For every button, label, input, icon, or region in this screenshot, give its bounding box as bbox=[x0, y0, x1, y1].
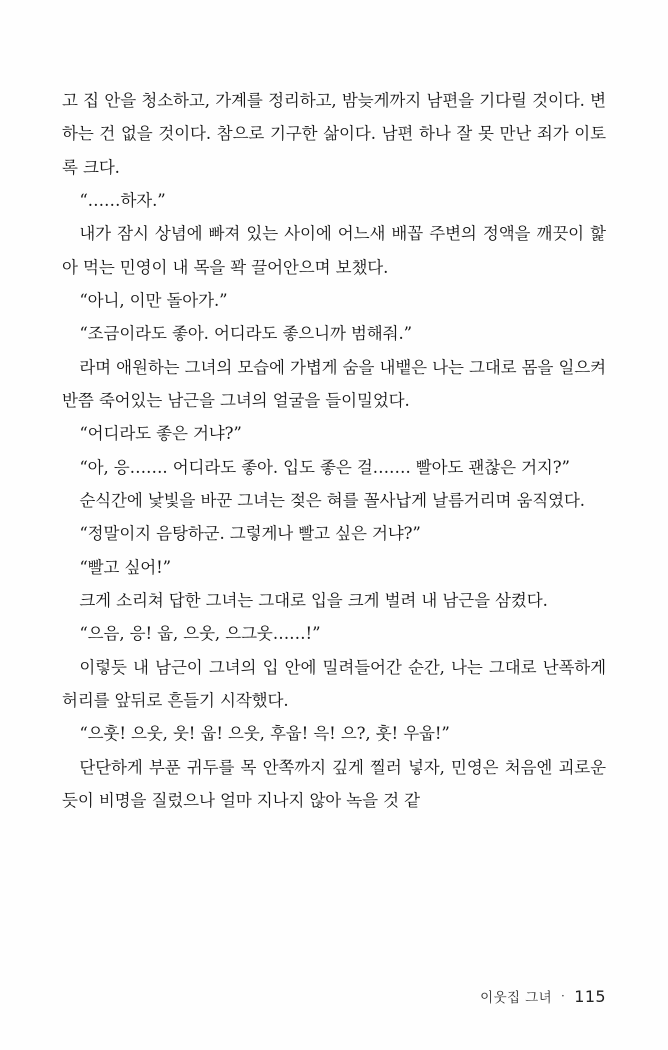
dialogue-line: “아, 응……. 어디라도 좋아. 입도 좋은 걸……. 빨아도 괜찮은 거지?” bbox=[79, 457, 570, 477]
page-footer bbox=[0, 986, 606, 1006]
dialogue-line: “아니, 이만 돌아가.” bbox=[79, 290, 228, 310]
dialogue-line: “조금이라도 좋아. 어디라도 좋으니까 범해줘.” bbox=[79, 324, 412, 344]
dialogue-line: “정말이지 음탕하군. 그렇게나 빨고 싶은 거냐?” bbox=[79, 524, 421, 544]
paragraph: 크게 소리쳐 답한 그녀는 그대로 입을 크게 벌려 내 남근을 삼켰다. bbox=[79, 590, 548, 610]
page-number: 115 bbox=[574, 987, 606, 1006]
chapter-title: 이웃집 그녀 bbox=[480, 990, 553, 1006]
dialogue-line: “……하자.” bbox=[79, 190, 166, 210]
dialogue-line: “으음, 응! 웁, 으웃, 으그웃……!” bbox=[79, 624, 321, 644]
dialogue-line: “어디라도 좋은 거냐?” bbox=[79, 424, 242, 444]
paragraph: 순식간에 낯빛을 바꾼 그녀는 젖은 혀를 꼴사납게 날름거리며 움직였다. bbox=[79, 490, 585, 510]
paragraph: 내가 잠시 상념에 빠져 있는 사이에 어느새 배꼽 주변의 정액을 깨끗이 핥아 먹는 민영이 내 목을 꽉 끌어안으며 보챘다. bbox=[62, 224, 606, 277]
paragraph: 고 집 안을 청소하고, 가계를 정리하고, 밤늦게까지 남편을 기다릴 것이다. 변하는 건 없을 것이다. 참으로 기구한 삶이다. 남편 하나 잘 못 만난 죄가 이토록 크다. bbox=[62, 91, 606, 177]
dialogue-line: “으훗! 으웃, 웃! 웁! 으웃, 후웁! 윽! 으?, 훗! 우웁!” bbox=[79, 724, 450, 744]
dialogue-line: “빨고 싶어!” bbox=[79, 557, 172, 577]
paragraph: 이렇듯 내 남근이 그녀의 입 안에 밀려들어간 순간, 나는 그대로 난폭하게 허리를 앞뒤로 흔들기 시작했다. bbox=[62, 657, 606, 710]
footer-separator: · bbox=[561, 989, 566, 1003]
paragraph: 라며 애원하는 그녀의 모습에 가볍게 숨을 내뱉은 나는 그대로 몸을 일으켜 반쯤 죽어있는 남근을 그녀의 얼굴을 들이밀었다. bbox=[62, 357, 606, 410]
page-body bbox=[62, 84, 606, 817]
paragraph: 단단하게 부푼 귀두를 목 안쪽까지 깊게 찔러 넣자, 민영은 처음엔 괴로운 듯이 비명을 질렀으나 얼마 지나지 않아 녹을 것 같 bbox=[62, 757, 606, 810]
